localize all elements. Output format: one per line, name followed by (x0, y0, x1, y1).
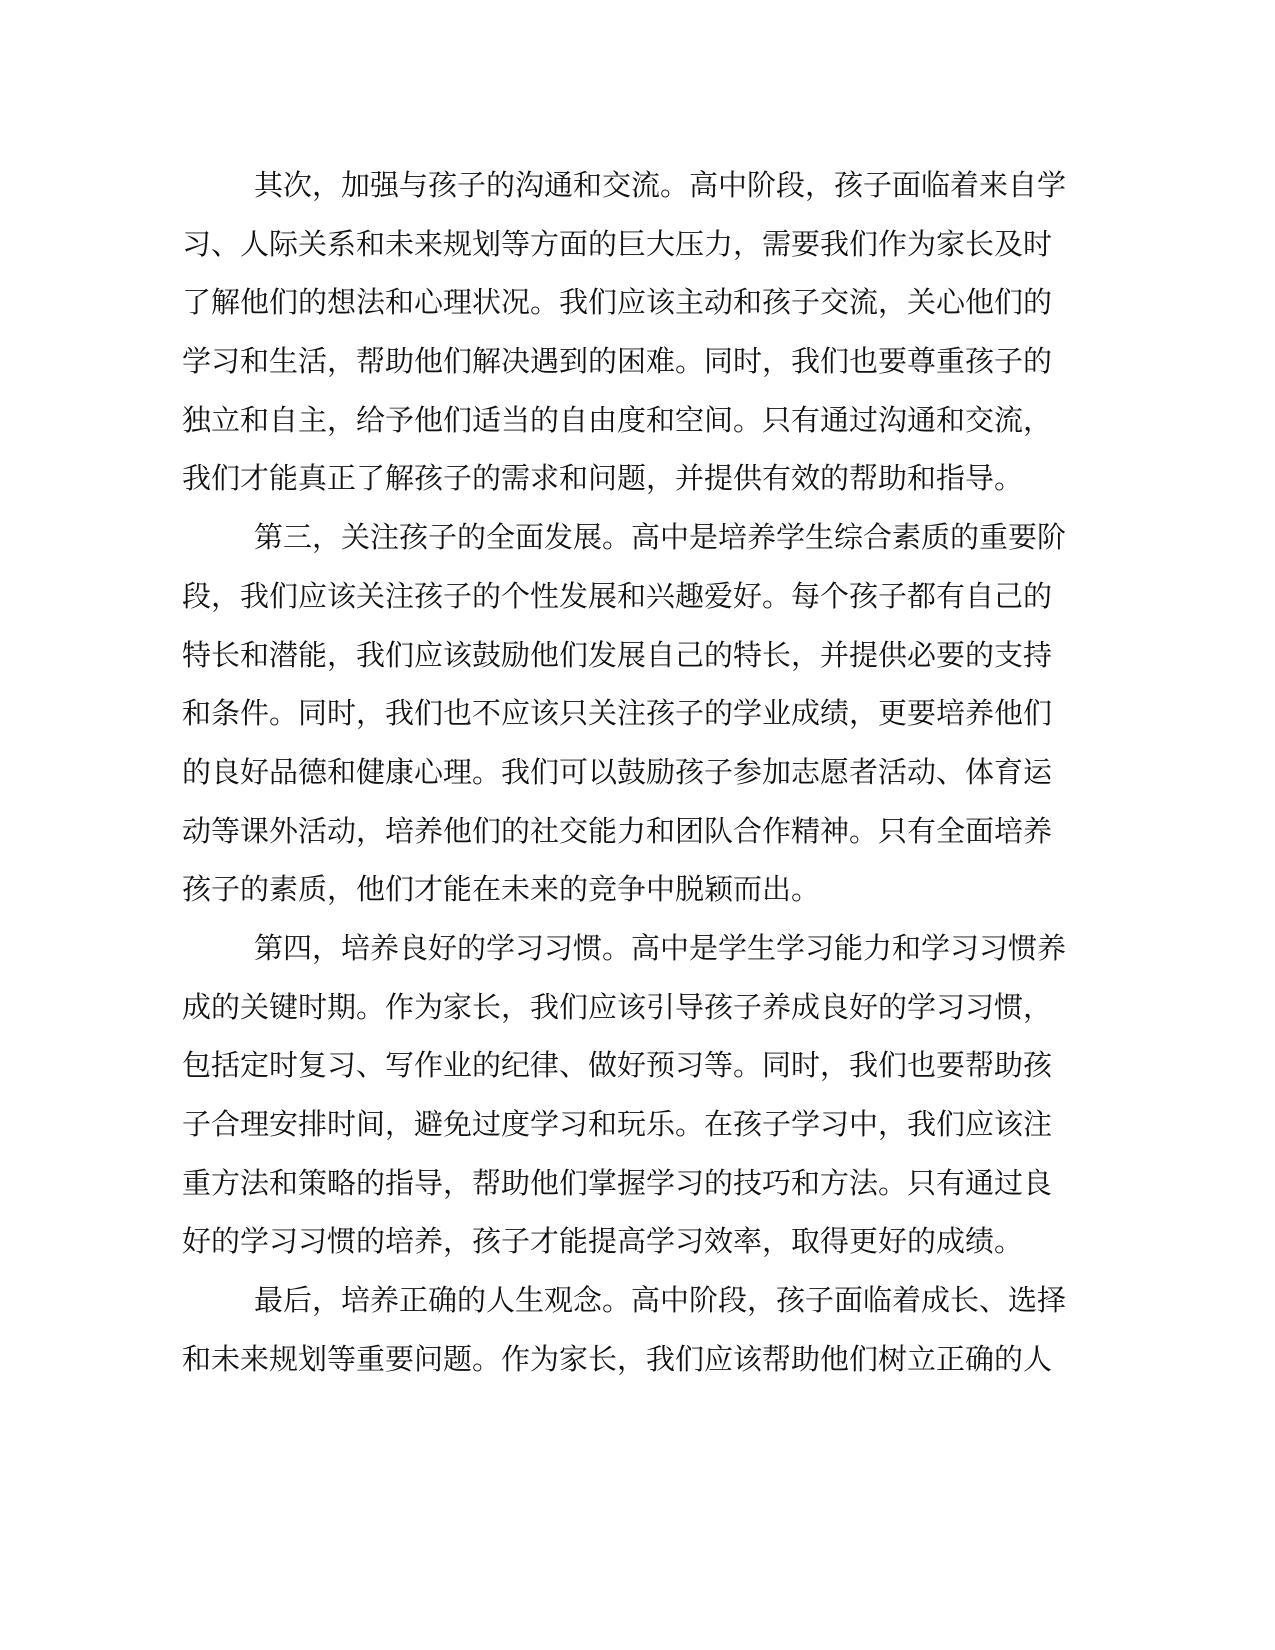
text-line: 特长和潜能，我们应该鼓励他们发展自己的特长，并提供必要的支持 (182, 637, 1053, 672)
text-line: 我们才能真正了解孩子的需求和问题，并提供有效的帮助和指导。 (182, 461, 1024, 496)
text-line: 了解他们的想法和心理状况。我们应该主动和孩子交流，关心他们的 (182, 285, 1053, 320)
text-line: 子合理安排时间，避免过度学习和玩乐。在孩子学习中，我们应该注 (182, 1107, 1053, 1141)
text-line: 和未来规划等重要问题。作为家长，我们应该帮助他们树立正确的人 (182, 1341, 1053, 1376)
text-line: 动等课外活动，培养他们的社交能力和团队合作精神。只有全面培养 (182, 813, 1053, 848)
text-line: 段，我们应该关注孩子的个性发展和兴趣爱好。每个孩子都有自己的 (182, 578, 1053, 613)
paragraph-first-line: 最后，培养正确的人生观念。高中阶段，孩子面临着成长、选择 (254, 1283, 1067, 1318)
text-line: 学习和生活，帮助他们解决遇到的困难。同时，我们也要尊重孩子的 (182, 344, 1053, 379)
text-line: 好的学习习惯的培养，孩子才能提高学习效率，取得更好的成绩。 (182, 1224, 1024, 1259)
text-line: 的良好品德和健康心理。我们可以鼓励孩子参加志愿者活动、体育运 (182, 754, 1053, 789)
text-line: 和条件。同时，我们也不应该只关注孩子的学业成绩，更要培养他们 (182, 696, 1053, 731)
paragraph-first-line: 第四，培养良好的学习习惯。高中是学生学习能力和学习习惯养 (254, 930, 1067, 965)
paragraph-first-line: 第三，关注孩子的全面发展。高中是培养学生综合素质的重要阶 (254, 520, 1067, 555)
paragraph-first-line: 其次，加强与孩子的沟通和交流。高中阶段，孩子面临着来自学 (254, 168, 1067, 202)
text-line: 重方法和策略的指导，帮助他们掌握学习的技巧和方法。只有通过良 (182, 1165, 1053, 1200)
text-line: 习、人际关系和未来规划等方面的巨大压力，需要我们作为家长及时 (182, 226, 1053, 261)
text-line: 成的关键时期。作为家长，我们应该引导孩子养成良好的学习习惯， (182, 989, 1053, 1024)
text-line: 独立和自主，给予他们适当的自由度和空间。只有通过沟通和交流， (182, 402, 1053, 437)
text-line: 孩子的素质，他们才能在未来的竞争中脱颖而出。 (182, 872, 821, 907)
text-line: 包括定时复习、写作业的纪律、做好预习等。同时，我们也要帮助孩 (182, 1048, 1053, 1083)
body-text (182, 156, 1067, 1388)
